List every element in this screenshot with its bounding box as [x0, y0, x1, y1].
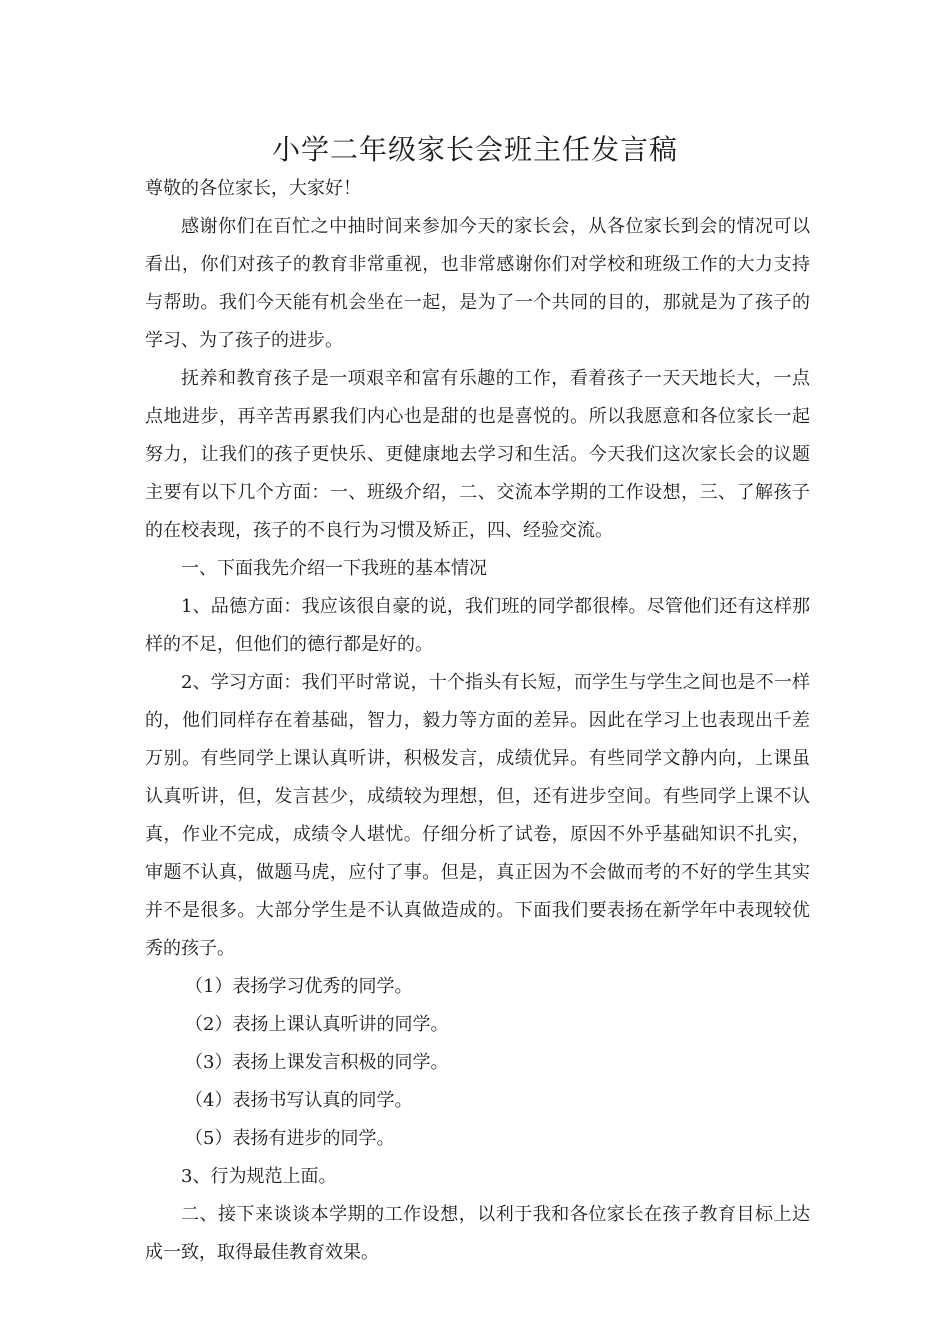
list-item: （4）表扬书写认真的同学。 [185, 1090, 413, 1111]
section-heading-class-intro: 一、下面我先介绍一下我班的基本情况 [181, 558, 487, 579]
paragraph-behavior: 3、行为规范上面。 [181, 1166, 337, 1187]
document-body [145, 170, 810, 1272]
list-item: （5）表扬有进步的同学。 [185, 1128, 395, 1149]
paragraph-morality: 1、品德方面：我应该很自豪的说，我们班的同学都很棒。尽管他们还有这样那样的不足，但他们的德行都是好的。 [145, 596, 810, 655]
salutation: 尊敬的各位家长，大家好！ [145, 178, 361, 199]
document-title: 小学二年级家长会班主任发言稿 [271, 133, 678, 166]
paragraph-agenda: 抚养和教育孩子是一项艰辛和富有乐趣的工作，看着孩子一天天地长大，一点点地进步，再辛苦再累我们内心也是甜的也是喜悦的。所以我愿意和各位家长一起努力，让我们的孩子更快乐、更健康地去学习和生活。今天我们这次家长会的议题主要有以下几个方面：一、班级介绍，二、交流本学期的工作设想，三、了解孩子的在校表现，孩子的不良行为习惯及矫正，四、经验交流。 [145, 368, 810, 541]
list-item: （3）表扬上课发言积极的同学。 [185, 1052, 449, 1073]
list-item: （2）表扬上课认真听讲的同学。 [185, 1014, 449, 1035]
list-item: （1）表扬学习优秀的同学。 [185, 976, 413, 997]
paragraph-work-plan: 二、接下来谈谈本学期的工作设想，以利于我和各位家长在孩子教育目标上达成一致，取得最佳教育效果。 [145, 1204, 810, 1263]
paragraph-study: 2、学习方面：我们平时常说，十个指头有长短，而学生与学生之间也是不一样的，他们同样存在着基础，智力，毅力等方面的差异。因此在学习上也表现出千差万别。有些同学上课认真听讲，积极发言，成绩优异。有些同学文静内向，上课虽认真听讲，但，发言甚少，成绩较为理想，但，还有进步空间。有些同学上课不认真，作业不完成，成绩令人堪忧。仔细分析了试卷，原因不外乎基础知识不扎实，审题不认真，做题马虎，应付了事。但是，真正因为不会做而考的不好的学生其实并不是很多。大部分学生是不认真做造成的。下面我们要表扬在新学年中表现较优秀的孩子。 [145, 672, 810, 959]
paragraph-thanks: 感谢你们在百忙之中抽时间来参加今天的家长会，从各位家长到会的情况可以看出，你们对孩子的教育非常重视，也非常感谢你们对学校和班级工作的大力支持与帮助。我们今天能有机会坐在一起，是为了一个共同的目的，那就是为了孩子的学习、为了孩子的进步。 [145, 216, 810, 351]
